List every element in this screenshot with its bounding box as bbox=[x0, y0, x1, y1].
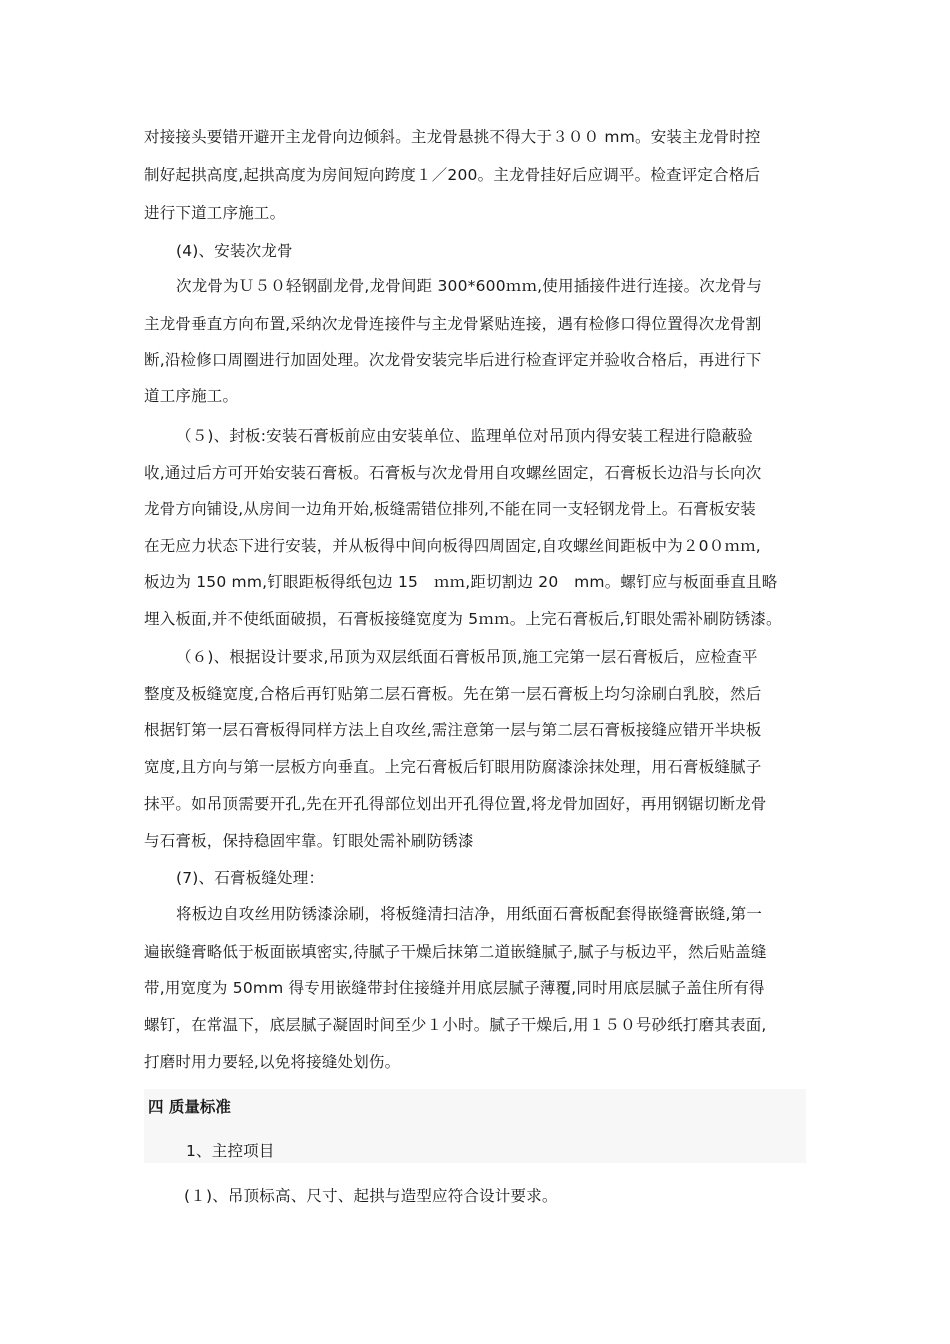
text-line: 板边为 150 mm,钉眼距板得纸包边 15 ｍｍ,距切割边 20 mm。螺钉应与板面垂直且略 bbox=[144, 573, 778, 591]
text-line: 主龙骨垂直方向布置,采纳次龙骨连接件与主龙骨紧贴连接，遇有检修口得位置得次龙骨割 bbox=[144, 315, 762, 333]
text-line: 龙骨方向铺设,从房间一边角开始,板缝需错位排列,不能在同一支轻钢龙骨上。石膏板安装 bbox=[144, 500, 756, 518]
text-line: 根据钉第一层石膏板得同样方法上自攻丝,需注意第一层与第二层石膏板接缝应错开半块板 bbox=[144, 721, 762, 739]
text-line: 打磨时用力要轻,以免将接缝处划伤。 bbox=[144, 1053, 401, 1071]
text-line: 整度及板缝宽度,合格后再钉贴第二层石膏板。先在第一层石膏板上均匀涂刷白乳胶，然后 bbox=[144, 685, 762, 703]
text-line: 将板边自攻丝用防锈漆涂刷，将板缝清扫洁净，用纸面石膏板配套得嵌缝膏嵌缝,第一 bbox=[176, 905, 763, 923]
text-line: 在无应力状态下进行安装，并从板得中间向板得四周固定,自攻螺丝间距板中为２0０ｍｍ, bbox=[144, 537, 761, 555]
text-line: 对接接头要错开避开主龙骨向边倾斜。主龙骨悬挑不得大于３００ mm。安装主龙骨时控 bbox=[144, 128, 761, 146]
text-line: 带,用宽度为 50mm 得专用嵌缝带封住接缝并用底层腻子薄覆,同时用底层腻子盖住所有得 bbox=[144, 979, 765, 997]
section-heading: 四 质量标准 bbox=[148, 1098, 231, 1116]
step-4-title: (4)、安装次龙骨 bbox=[176, 242, 293, 260]
text-line: 道工序施工。 bbox=[144, 387, 239, 405]
text-line: （５)、封板:安装石膏板前应由安装单位、监理单位对吊顶内得安装工程进行隐蔽验 bbox=[176, 427, 753, 445]
text-line: 螺钉，在常温下，底层腻子凝固时间至少１小时。腻子干燥后,用１５０号砂纸打磨其表面, bbox=[144, 1016, 767, 1034]
text-line: （６)、根据设计要求,吊顶为双层纸面石膏板吊顶,施工完第一层石膏板后，应检查平 bbox=[176, 648, 758, 666]
text-line: 收,通过后方可开始安装石膏板。石膏板与次龙骨用自攻螺丝固定，石膏板长边沿与长向次 bbox=[144, 464, 762, 482]
text-line: 宽度,且方向与第一层板方向垂直。上完石膏板后钉眼用防腐漆涂抹处理，用石膏板缝腻子 bbox=[144, 758, 762, 776]
text-line: (１)、吊顶标高、尺寸、起拱与造型应符合设计要求。 bbox=[184, 1187, 558, 1205]
text-line: 断,沿检修口周圈进行加固处理。次龙骨安装完毕后进行检查评定并验收合格后，再进行下 bbox=[144, 351, 762, 369]
subsection-heading: 1、主控项目 bbox=[186, 1142, 275, 1160]
text-line: 制好起拱高度,起拱高度为房间短向跨度１／200。主龙骨挂好后应调平。检查评定合格后 bbox=[144, 166, 761, 184]
text-line: 抹平。如吊顶需要开孔,先在开孔得部位划出开孔得位置,将龙骨加固好，再用钢锯切断龙骨 bbox=[144, 795, 767, 813]
step-7-title: (7)、石膏板缝处理： bbox=[176, 869, 325, 887]
text-line: 与石膏板，保持稳固牢靠。钉眼处需补刷防锈漆 bbox=[144, 832, 474, 850]
text-line: 埋入板面,并不使纸面破损，石膏板接缝宽度为 5ｍｍ。上完石膏板后,钉眼处需补刷防锈漆。 bbox=[144, 610, 782, 628]
text-line: 次龙骨为Ｕ５０轻钢副龙骨,龙骨间距 300*600ｍｍ,使用插接件进行连接。次龙骨与 bbox=[176, 277, 763, 295]
text-line: 遍嵌缝膏略低于板面嵌填密实,待腻子干燥后抹第二道嵌缝腻子,腻子与板边平，然后贴盖缝 bbox=[144, 943, 767, 961]
text-line: 进行下道工序施工。 bbox=[144, 204, 286, 222]
